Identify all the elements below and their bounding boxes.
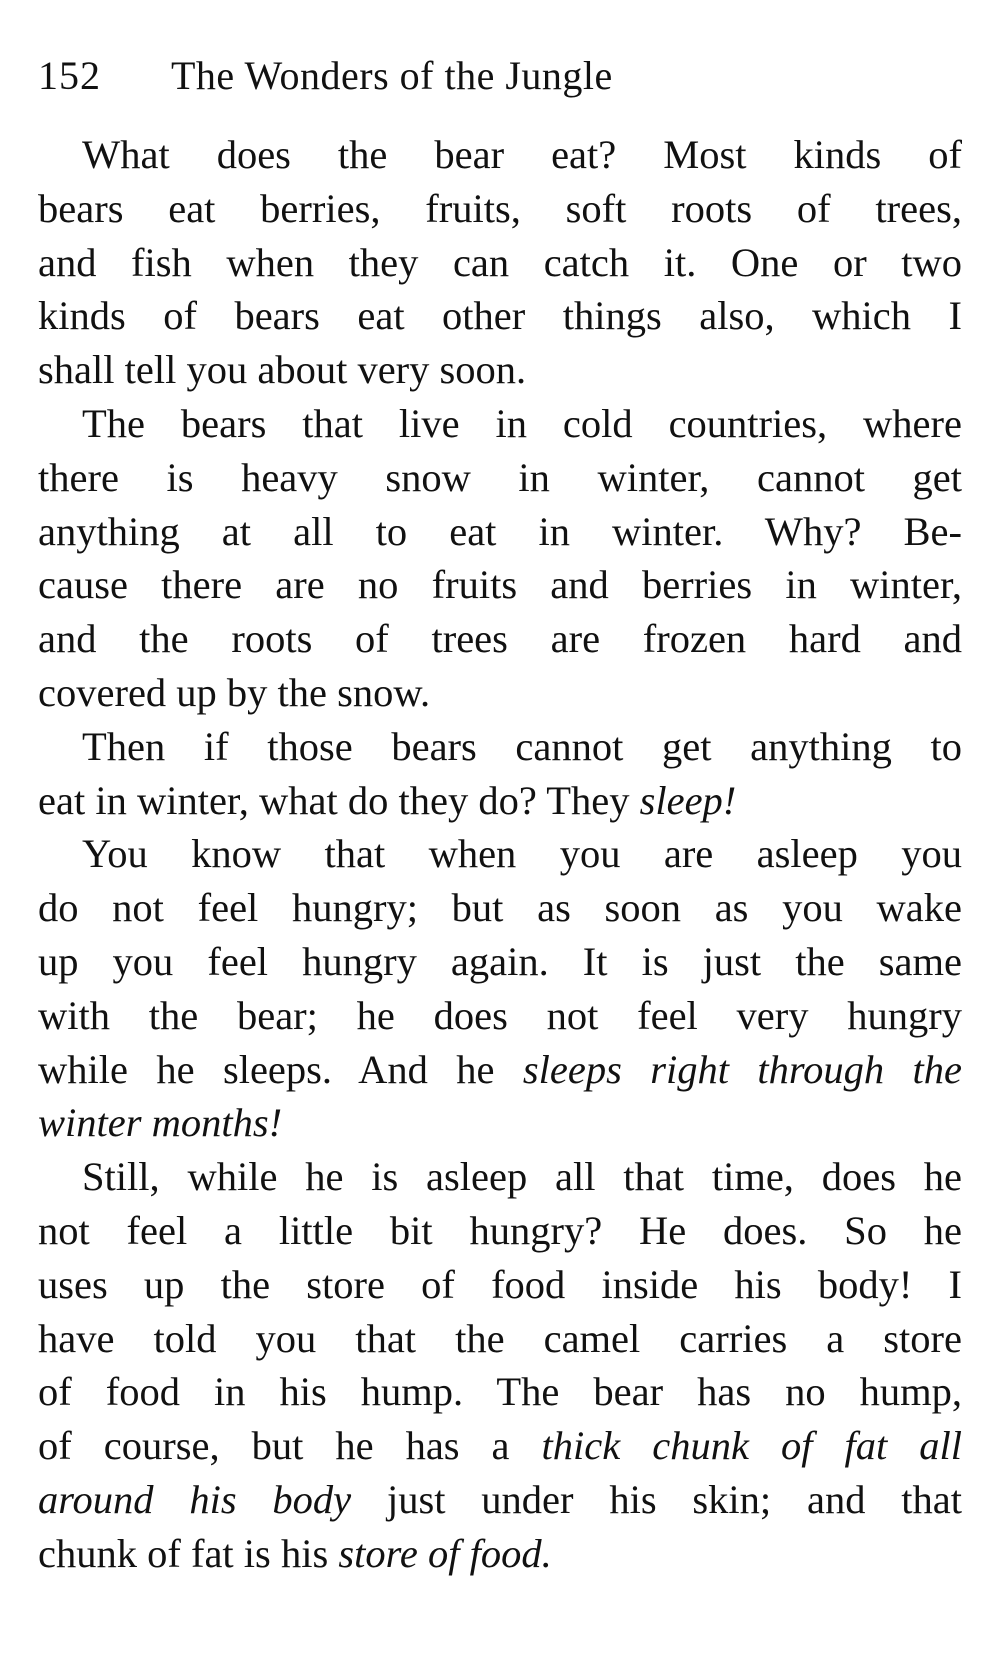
italic-text: sleep! (639, 777, 737, 823)
body-text (38, 128, 962, 1581)
text-segment: and the roots of trees are frozen hard and (38, 616, 962, 662)
text-line (38, 720, 962, 774)
text-line (38, 505, 962, 559)
text-segment: eat in winter, what do they do? They (38, 777, 640, 823)
text-line (38, 1204, 962, 1258)
running-head (38, 52, 613, 100)
text-segment: and fish when they can catch it. One or two (38, 239, 962, 285)
text-segment: of course, but he has a (38, 1423, 542, 1469)
text-line (38, 451, 962, 505)
paragraph (38, 1150, 962, 1580)
text-line (38, 1150, 962, 1204)
text-segment: anything at all to eat in winter. Why? Be- (38, 508, 962, 554)
text-line (38, 612, 962, 666)
italic-text: around his body (38, 1476, 352, 1522)
text-line (38, 1419, 962, 1473)
text-line (38, 182, 962, 236)
text-segment: The bears that live in cold countries, where (82, 400, 962, 446)
text-line (38, 989, 962, 1043)
text-segment: Still, while he is asleep all that time, does he (82, 1154, 962, 1200)
text-line (38, 236, 962, 290)
italic-text: thick chunk of fat all (541, 1423, 962, 1469)
text-segment: bears eat berries, fruits, soft roots of trees, (38, 185, 962, 231)
italic-text: sleeps right through the (522, 1046, 962, 1092)
text-segment: of food in his hump. The bear has no hump, (38, 1369, 962, 1415)
italic-text: winter months! (38, 1100, 283, 1146)
paragraph (38, 397, 962, 720)
text-line (38, 343, 962, 397)
text-segment: do not feel hungry; but as soon as you wake (38, 885, 962, 931)
paragraph (38, 827, 962, 1150)
text-segment: uses up the store of food inside his body! I (38, 1261, 962, 1307)
page-number: 152 (38, 53, 101, 98)
italic-text: store of food. (338, 1530, 552, 1576)
text-line (38, 128, 962, 182)
text-line (38, 1258, 962, 1312)
text-line (38, 558, 962, 612)
text-segment: shall tell you about very soon. (38, 347, 527, 393)
text-line (38, 1096, 962, 1150)
text-line (38, 827, 962, 881)
text-segment: just under his skin; and that (351, 1476, 963, 1522)
text-segment: covered up by the snow. (38, 669, 431, 715)
text-segment: up you feel hungry again. It is just the same (38, 938, 962, 984)
text-line (38, 881, 962, 935)
book-title: The Wonders of the Jungle (171, 53, 613, 98)
text-segment: there is heavy snow in winter, cannot get (38, 454, 962, 500)
text-segment: chunk of fat is his (38, 1530, 339, 1576)
text-segment: You know that when you are asleep you (82, 831, 962, 877)
paragraph (38, 720, 962, 828)
text-line (38, 397, 962, 451)
text-segment: have told you that the camel carries a store (38, 1315, 962, 1361)
paragraph (38, 128, 962, 397)
text-segment: What does the bear eat? Most kinds of (82, 132, 962, 177)
text-segment: Then if those bears cannot get anything to (82, 723, 962, 769)
text-segment: while he sleeps. And he (38, 1046, 523, 1092)
text-line (38, 289, 962, 343)
text-segment: not feel a little bit hungry? He does. So he (38, 1207, 962, 1253)
text-line (38, 1527, 962, 1581)
text-segment: cause there are no fruits and berries in winter, (38, 562, 962, 608)
text-line (38, 1312, 962, 1366)
text-line (38, 1473, 962, 1527)
text-segment: with the bear; he does not feel very hungry (38, 992, 962, 1038)
text-line (38, 1043, 962, 1097)
text-line (38, 774, 962, 828)
text-line (38, 666, 962, 720)
text-line (38, 935, 962, 989)
text-segment: kinds of bears eat other things also, which I (38, 293, 962, 339)
text-line (38, 1365, 962, 1419)
